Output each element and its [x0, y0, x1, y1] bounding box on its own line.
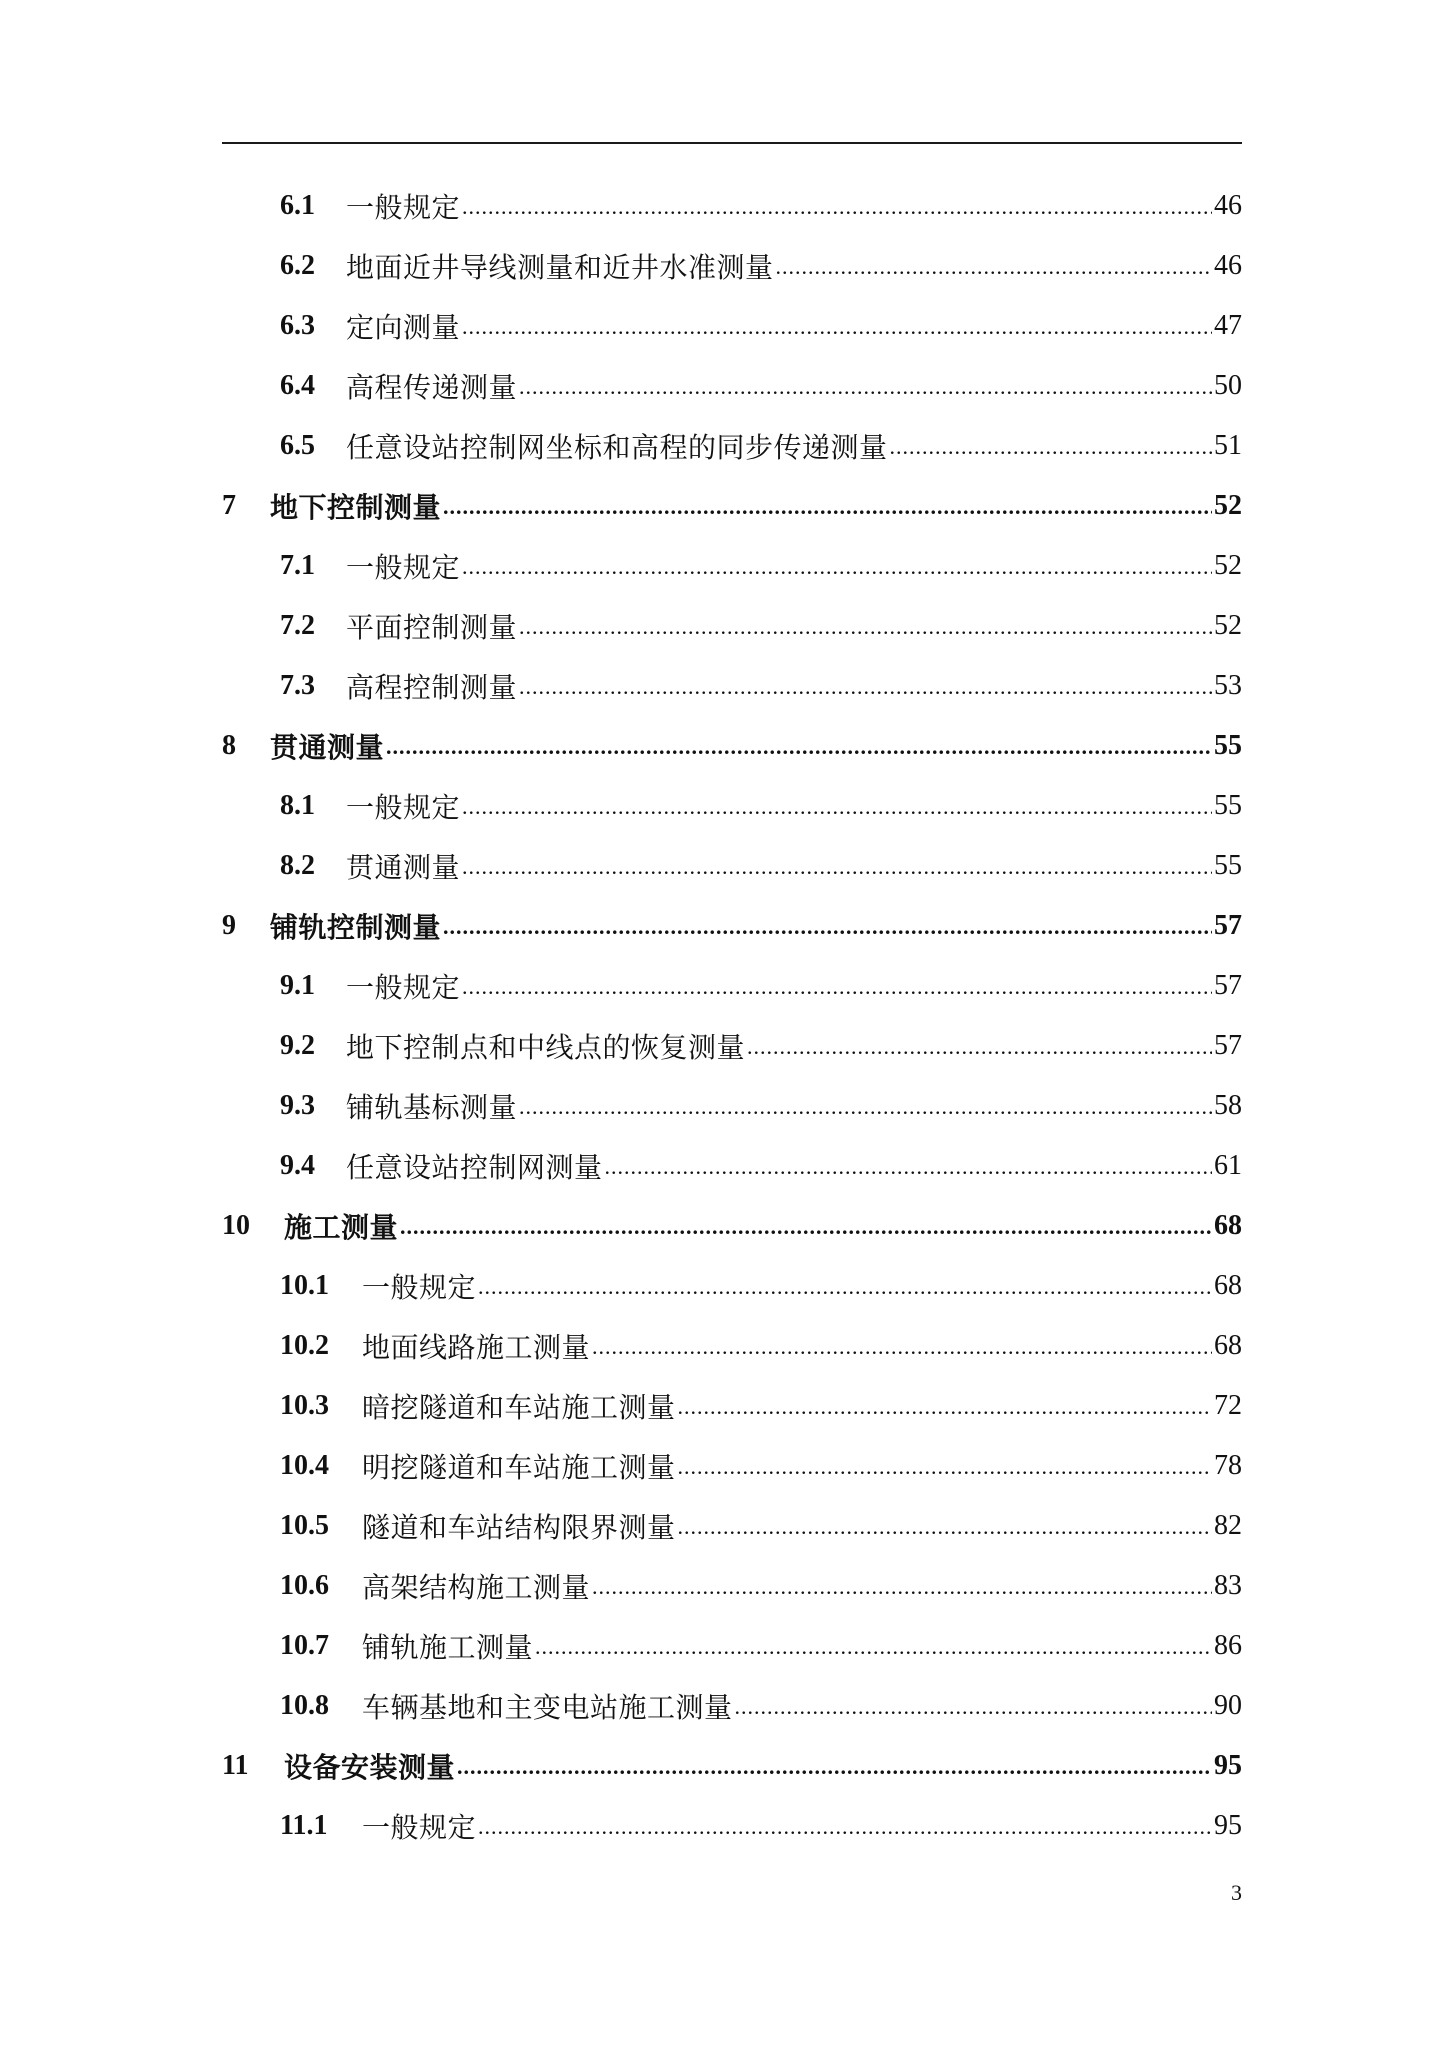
toc-entry-title: 隧道和车站结构限界测量	[362, 1511, 676, 1544]
toc-section-entry[interactable]	[280, 1256, 1242, 1316]
toc-entry-title: 地下控制点和中线点的恢复测量	[346, 1031, 746, 1064]
toc-dot-leader	[478, 1812, 1212, 1840]
toc-entry-number: 10.5	[280, 1510, 329, 1541]
toc-section-entry[interactable]	[280, 1436, 1242, 1496]
toc-section-entry[interactable]	[280, 1556, 1242, 1616]
page-number: 3	[1231, 1880, 1242, 1905]
toc-entry-page: 52	[1214, 610, 1242, 641]
toc-dot-leader	[443, 492, 1212, 520]
toc-dot-leader	[535, 1632, 1212, 1660]
toc-entry-page: 46	[1214, 190, 1242, 221]
toc-entry-number: 10	[222, 1210, 250, 1241]
toc-entry-title: 平面控制测量	[346, 611, 518, 644]
toc-entry-page: 55	[1214, 730, 1242, 761]
toc-chapter-entry[interactable]	[222, 716, 1242, 776]
toc-entry-number: 10.4	[280, 1450, 329, 1481]
toc-entry-number: 7.1	[280, 550, 315, 581]
toc-entry-page: 68	[1214, 1330, 1242, 1361]
toc-dot-leader	[400, 1212, 1212, 1240]
toc-entry-title: 一般规定	[346, 191, 461, 224]
toc-entry-page: 68	[1214, 1270, 1242, 1301]
toc-dot-leader	[443, 912, 1212, 940]
toc-entry-number: 6.2	[280, 250, 315, 281]
toc-entry-number: 8.1	[280, 790, 315, 821]
toc-entry-number: 7.2	[280, 610, 315, 641]
toc-entry-number: 10.6	[280, 1570, 329, 1601]
toc-entry-page: 57	[1214, 1030, 1242, 1061]
toc-entry-page: 61	[1214, 1150, 1242, 1181]
toc-entry-title: 高程传递测量	[346, 371, 518, 404]
toc-dot-leader	[462, 192, 1212, 220]
toc-section-entry[interactable]	[280, 596, 1242, 656]
toc-dot-leader	[462, 972, 1212, 1000]
toc-entry-title: 地面线路施工测量	[362, 1331, 591, 1364]
toc-entry-page: 78	[1214, 1450, 1242, 1481]
toc-section-entry[interactable]	[280, 776, 1242, 836]
toc-entry-number: 10.8	[280, 1690, 329, 1721]
toc-entry-title: 任意设站控制网坐标和高程的同步传递测量	[346, 431, 888, 464]
toc-entry-page: 52	[1214, 550, 1242, 581]
toc-entry-number: 9.2	[280, 1030, 315, 1061]
toc-entry-page: 55	[1214, 850, 1242, 881]
toc-entry-number: 11.1	[280, 1810, 328, 1841]
toc-dot-leader	[478, 1272, 1212, 1300]
toc-section-entry[interactable]	[280, 1796, 1242, 1856]
toc-entry-number: 6.4	[280, 370, 315, 401]
toc-dot-leader	[462, 792, 1212, 820]
toc-entry-number: 6.1	[280, 190, 315, 221]
toc-entry-title: 暗挖隧道和车站施工测量	[362, 1391, 676, 1424]
toc-chapter-entry[interactable]	[222, 1196, 1242, 1256]
toc-entry-page: 90	[1214, 1690, 1242, 1721]
toc-entry-title: 施工测量	[284, 1211, 399, 1244]
toc-entry-title: 高架结构施工测量	[362, 1571, 591, 1604]
toc-entry-number: 7	[222, 490, 236, 521]
toc-entry-title: 地面近井导线测量和近井水准测量	[346, 251, 774, 284]
toc-entry-page: 46	[1214, 250, 1242, 281]
toc-dot-leader	[462, 312, 1212, 340]
toc-entry-page: 83	[1214, 1570, 1242, 1601]
toc-entry-page: 86	[1214, 1630, 1242, 1661]
toc-entry-title: 定向测量	[346, 311, 461, 344]
toc-section-entry[interactable]	[280, 1676, 1242, 1736]
toc-entry-title: 铺轨施工测量	[362, 1631, 534, 1664]
toc-chapter-entry[interactable]	[222, 476, 1242, 536]
toc-entry-number: 8.2	[280, 850, 315, 881]
toc-entry-title: 车辆基地和主变电站施工测量	[362, 1691, 733, 1724]
toc-entry-page: 58	[1214, 1090, 1242, 1121]
toc-entry-title: 贯通测量	[346, 851, 461, 884]
toc-dot-leader	[386, 732, 1212, 760]
toc-section-entry[interactable]	[280, 356, 1242, 416]
toc-entry-number: 9.4	[280, 1150, 315, 1181]
toc-entry-number: 7.3	[280, 670, 315, 701]
toc-section-entry[interactable]	[280, 1376, 1242, 1436]
toc-entry-title: 地下控制测量	[270, 491, 442, 524]
toc-entry-page: 53	[1214, 670, 1242, 701]
toc-entry-page: 57	[1214, 910, 1242, 941]
toc-entry-page: 57	[1214, 970, 1242, 1001]
toc-chapter-entry[interactable]	[222, 1736, 1242, 1796]
toc-entry-number: 8	[222, 730, 236, 761]
toc-entry-page: 72	[1214, 1390, 1242, 1421]
toc-dot-leader	[776, 252, 1212, 280]
toc-section-entry[interactable]	[280, 296, 1242, 356]
toc-entry-title: 一般规定	[362, 1271, 477, 1304]
toc-entry-page: 55	[1214, 790, 1242, 821]
toc-entry-page: 50	[1214, 370, 1242, 401]
toc-entry-title: 铺轨控制测量	[270, 911, 442, 944]
toc-dot-leader	[519, 612, 1212, 640]
toc-entry-title: 一般规定	[346, 971, 461, 1004]
toc-dot-leader	[462, 852, 1212, 880]
toc-section-entry[interactable]	[280, 1136, 1242, 1196]
toc-chapter-entry[interactable]	[222, 896, 1242, 956]
toc-entry-title: 贯通测量	[270, 731, 385, 764]
toc-entry-title: 铺轨基标测量	[346, 1091, 518, 1124]
toc-dot-leader	[678, 1512, 1212, 1540]
toc-section-entry[interactable]	[280, 1616, 1242, 1676]
toc-dot-leader	[519, 672, 1212, 700]
toc-entry-page: 95	[1214, 1750, 1242, 1781]
toc-entry-page: 82	[1214, 1510, 1242, 1541]
toc-dot-leader	[678, 1452, 1212, 1480]
toc-entry-page: 47	[1214, 310, 1242, 341]
toc-section-entry[interactable]	[280, 1076, 1242, 1136]
toc-section-entry[interactable]	[280, 1496, 1242, 1556]
toc-entry-number: 9.3	[280, 1090, 315, 1121]
toc-dot-leader	[678, 1392, 1212, 1420]
toc-entry-number: 11	[222, 1750, 249, 1781]
toc-entry-page: 51	[1214, 430, 1242, 461]
toc-entry-number: 9.1	[280, 970, 315, 1001]
toc-dot-leader	[592, 1572, 1212, 1600]
toc-entry-title: 任意设站控制网测量	[346, 1151, 603, 1184]
toc-entry-page: 68	[1214, 1210, 1242, 1241]
toc-dot-leader	[605, 1152, 1212, 1180]
toc-dot-leader	[457, 1752, 1212, 1780]
toc-entry-number: 10.1	[280, 1270, 329, 1301]
toc-entry-number: 6.3	[280, 310, 315, 341]
toc-section-entry[interactable]	[280, 536, 1242, 596]
toc-entry-number: 10.7	[280, 1630, 329, 1661]
toc-dot-leader	[890, 432, 1212, 460]
toc-section-entry[interactable]	[280, 956, 1242, 1016]
toc-entry-page: 95	[1214, 1810, 1242, 1841]
toc-entry-number: 9	[222, 910, 236, 941]
toc-dot-leader	[519, 372, 1212, 400]
toc-entry-title: 明挖隧道和车站施工测量	[362, 1451, 676, 1484]
toc-dot-leader	[747, 1032, 1212, 1060]
toc-entry-title: 高程控制测量	[346, 671, 518, 704]
toc-dot-leader	[735, 1692, 1212, 1720]
toc-section-entry[interactable]	[280, 176, 1242, 236]
toc-entry-number: 10.2	[280, 1330, 329, 1361]
toc-section-entry[interactable]	[280, 656, 1242, 716]
toc-dot-leader	[592, 1332, 1212, 1360]
toc-section-entry[interactable]	[280, 836, 1242, 896]
toc-entry-title: 一般规定	[362, 1811, 477, 1844]
toc-section-entry[interactable]	[280, 236, 1242, 296]
toc-dot-leader	[519, 1092, 1212, 1120]
toc-entry-number: 6.5	[280, 430, 315, 461]
toc-section-entry[interactable]	[280, 1316, 1242, 1376]
toc-entry-title: 一般规定	[346, 791, 461, 824]
toc-entry-title: 一般规定	[346, 551, 461, 584]
toc-entry-number: 10.3	[280, 1390, 329, 1421]
toc-entry-title: 设备安装测量	[284, 1751, 456, 1784]
toc-dot-leader	[462, 552, 1212, 580]
toc-section-entry[interactable]	[280, 416, 1242, 476]
toc-section-entry[interactable]	[280, 1016, 1242, 1076]
toc-entry-page: 52	[1214, 490, 1242, 521]
header-rule	[222, 142, 1242, 144]
